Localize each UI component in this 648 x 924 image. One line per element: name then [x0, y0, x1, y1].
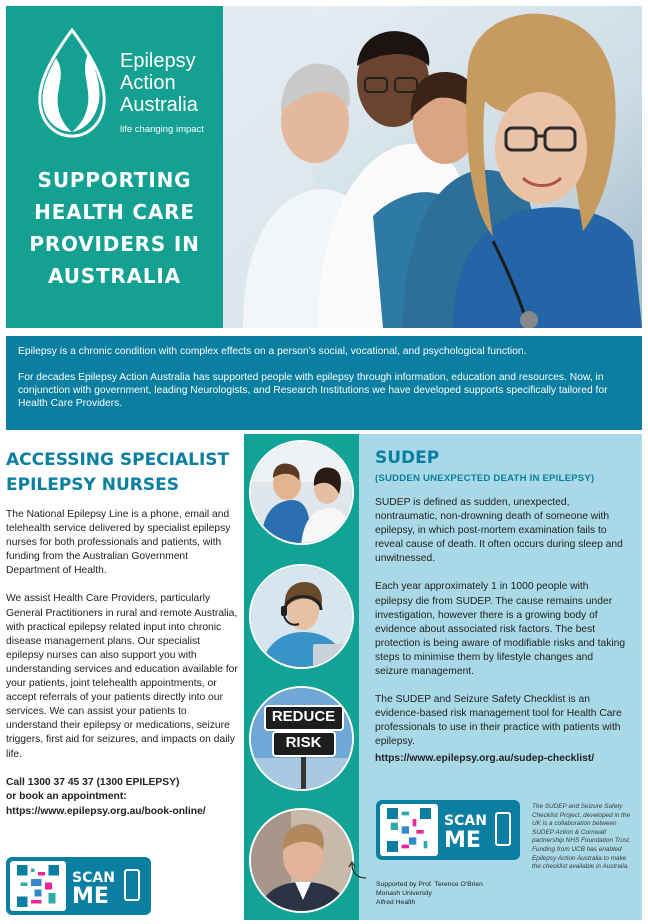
brand-line-2: Action — [120, 72, 176, 94]
qr-code-left[interactable] — [10, 861, 66, 911]
professor-portrait-photo — [249, 808, 354, 913]
headset-nurse-photo — [249, 564, 354, 669]
phone-icon — [495, 812, 511, 846]
sign-risk: RISK — [285, 734, 322, 751]
supported-by — [376, 880, 483, 907]
health-workers-illustration — [223, 6, 642, 328]
qr-code-right[interactable] — [380, 804, 438, 856]
sudep-paragraph-3: The SUDEP and Seizure Safety Checklist is an evidence-based risk management tool for Health Care professionals to use in their practice with patients with epilepsy. — [375, 694, 622, 748]
nurses-paragraph-2: We assist Health Care Providers, particularly General Practitioners in rural and remote Australia, with practical epilepsy related input into chronic disease management plans. Our specialist epilepsy nurses can also support you with understanding services and education available for your patients, joint telehealth appointments, or accept referrals of your patients directly into our services. We can assist your patients to understand their epilepsy or medications, seizure triggers, first aid for seizures, and impacts on daily life. — [6, 593, 238, 760]
brand-line-1: Epilepsy — [120, 50, 196, 72]
checklist-project-note: The SUDEP and Seizure Safety Checklist Project, developed in the UK is a collaboration between SUDEP Action & Cornwall partnership NHS Foundation Trust. Funding from UCB has enabled Epilepsy Action Australia to make the checklist available in Australia. — [532, 803, 631, 871]
scan-me-badge-left[interactable] — [6, 857, 151, 915]
page-headline — [6, 164, 223, 292]
headset-illustration — [251, 566, 354, 669]
supported-line-3: Alfred Health — [376, 899, 416, 906]
nurses-title-line-1: ACCESSING SPECIALIST — [6, 450, 230, 470]
sign-reduce: REDUCE — [271, 708, 336, 725]
brand-line-3: Australia — [120, 94, 198, 116]
me-word-left: ME — [72, 884, 109, 909]
reduce-risk-sign-photo — [249, 686, 354, 791]
scan-me-badge-right[interactable] — [376, 800, 520, 860]
nurses-title-line-2: EPILEPSY NURSES — [6, 475, 179, 495]
headline-line-3: PROVIDERS IN — [29, 232, 200, 256]
nurse-with-child-photo — [249, 440, 354, 545]
portrait-illustration — [251, 810, 354, 913]
call-block — [6, 776, 238, 820]
sudep-paragraph-1: SUDEP is defined as sudden, unexpected, nontraumatic, non-drowning death of someone with epilepsy, in which post-mortem examination fails to reveal cause of death. It often occurs during sleep and unwitnessed. — [375, 497, 623, 565]
book-online-link[interactable]: https://www.epilepsy.org.au/book-online/ — [6, 805, 206, 817]
drop-logo-icon — [32, 28, 118, 140]
hero-photo-health-workers — [223, 6, 642, 328]
qr-code-icon — [14, 865, 62, 907]
phone-icon — [124, 869, 140, 901]
nurse-child-illustration — [251, 442, 354, 545]
sudep-checklist-link[interactable]: https://www.epilepsy.org.au/sudep-checklist/ — [375, 752, 595, 764]
curved-arrow-icon — [348, 860, 370, 882]
intro-paragraph-2: For decades Epilepsy Action Australia has supported people with epilepsy through information, education and resources. Now, in conjunction with government, leading Neurologists, and Research Institutions we have developed supports specifically tailored for Health Care Providers. — [18, 372, 608, 409]
qr-code-icon — [384, 808, 434, 852]
call-phone-line[interactable]: Call 1300 37 45 37 (1300 EPILEPSY) — [6, 776, 180, 788]
sudep-title: SUDEP — [375, 448, 440, 468]
intro-band — [6, 336, 642, 430]
nurses-title — [6, 448, 238, 498]
brand-logo — [32, 28, 222, 138]
sudep-subtitle: (SUDDEN UNEXPECTED DEATH IN EPILEPSY) — [375, 473, 595, 484]
headline-line-2: HEALTH CARE — [34, 200, 195, 224]
header-panel — [6, 6, 223, 328]
supported-line-2: Monash University — [376, 890, 432, 897]
nurses-section — [6, 448, 238, 819]
image-strip — [244, 434, 359, 920]
me-word-right: ME — [444, 828, 481, 853]
call-book-line: or book an appointment: — [6, 791, 127, 803]
scan-word-right: SCAN — [444, 813, 487, 829]
supported-line-1: Supported by Prof. Terence O'Brien — [376, 881, 483, 888]
headline-line-1: SUPPORTING — [37, 168, 192, 192]
intro-paragraph-1: Epilepsy is a chronic condition with complex effects on a person’s social, vocational, and psychological function. — [18, 346, 527, 357]
brand-tagline: life changing impact — [120, 124, 204, 135]
nurses-paragraph-1: The National Epilepsy Line is a phone, email and telehealth service delivered by specialist epilepsy nurses for both professionals and patients, with funding from the Australian Government Department of Health. — [6, 509, 231, 577]
headline-line-4: AUSTRALIA — [48, 264, 181, 288]
scan-word-left: SCAN — [72, 870, 115, 886]
sudep-paragraph-2: Each year approximately 1 in 1000 people with epilepsy die from SUDEP. The cause remains under investigation, however there is a growing body of evidence about associated risk factors. The best protection is being aware of modifiable risks and taking steps to minimise them by lifestyle changes and seizure management. — [375, 581, 626, 678]
